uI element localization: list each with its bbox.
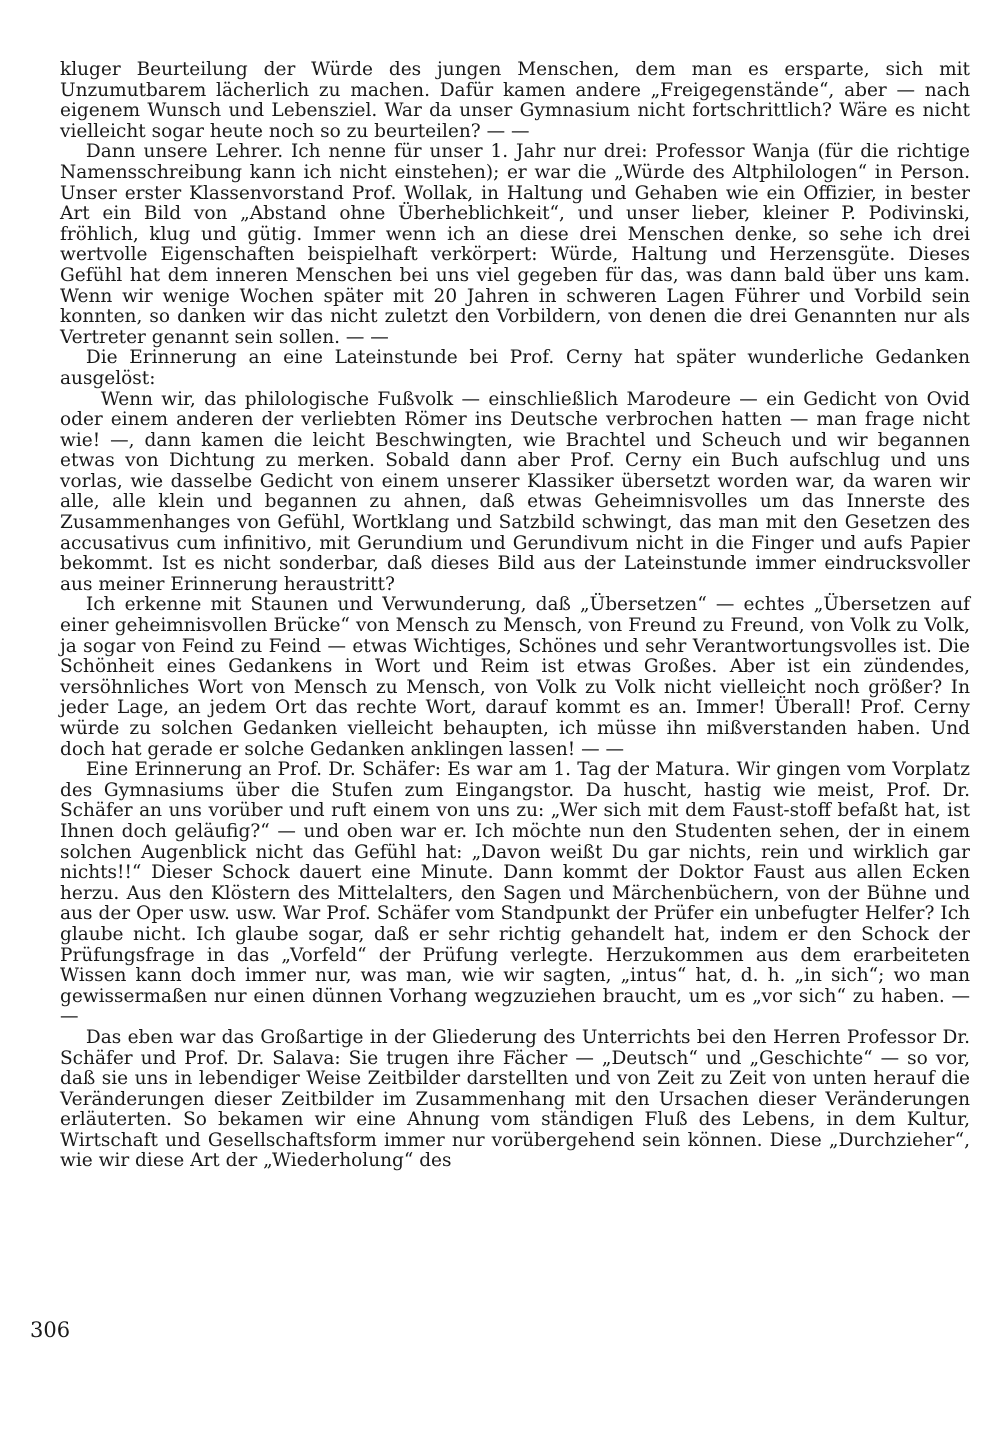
page-body [60, 60, 970, 1172]
paragraph: Dann unsere Lehrer. Ich nenne für unser 1. Jahr nur drei: Professor Wanja (für die richtige Namensschreibung kann ich nicht einstehen); er war die „Würde des Altphilologen“ in Person. Unser erster Klassenvorstand Prof. Wollak, in Haltung und Gehaben wie ein Offizier, in bester Art ein Bild von „Abstand ohne Überheblichkeit“, und unser lieber, kleiner P. Podivinski, fröhlich, klug und gütig. Immer wenn ich an diese drei Menschen denke, so sehe ich drei wertvolle Eigenschaften beispielhaft verkörpert: Würde, Haltung und Herzensgüte. Dieses Gefühl hat dem inneren Menschen bei uns viel gegeben für das, was dann bald über uns kam. Wenn wir wenige Wochen später mit 20 Jahren in schweren Lagen Führer und Vorbild sein konnten, so danken wir das nicht zuletzt den Vorbildern, von denen die drei Genannten nur als Vertreter genannt sein sollen. — — [60, 141, 970, 348]
paragraph: kluger Beurteilung der Würde des jungen Menschen, dem man es ersparte, sich mit Unzumutbarem lächerlich zu machen. Dafür kamen andere „Freigegenstände“, aber — nach eigenem Wunsch und Lebensziel. War da unser Gymnasium nicht fortschrittlich? Wäre es nicht vielleicht sogar heute noch so zu beurteilen? — — [60, 59, 970, 142]
paragraph: Das eben war das Großartige in der Gliederung des Unterrichts bei den Herren Professor Dr. Schäfer und Prof. Dr. Salava: Sie trugen ihre Fächer — „Deutsch“ und „Geschichte“ — so vor, daß sie uns in lebendiger Weise Zeitbilder darstellten und von Zeit zu Zeit von unten herauf die Veränderungen dieser Zeitbilder im Zusammenhang mit den Ursachen dieser Veränderungen erläuterten. So bekamen wir eine Ahnung vom ständigen Fluß des Lebens, in dem Kultur, Wirtschaft und Gesellschaftsform immer nur vorübergehend sein können. Diese „Durchzieher“, wie wir diese Art der „Wiederholung“ des [60, 1026, 970, 1172]
paragraph: Ich erkenne mit Staunen und Verwunderung, daß „Übersetzen“ — echtes „Übersetzen auf einer geheimnisvollen Brücke“ von Mensch zu Mensch, von Freund zu Freund, von Volk zu Volk, ja sogar von Feind zu Feind — etwas Wichtiges, Schönes und sehr Verantwortungsvolles ist. Die Schönheit eines Gedankens in Wort und Reim ist etwas Großes. Aber ist ein zündendes, versöhnliches Wort von Mensch zu Mensch, von Volk zu Volk nicht vielleicht noch größer? In jeder Lage, an jedem Ort das rechte Wort, darauf kommt es an. Immer! Überall! Prof. Cerny würde zu solchen Gedanken vielleicht behaupten, ich müsse ihn mißverstanden haben. Und doch hat gerade er solche Gedanken anklingen lassen! — — [60, 594, 970, 760]
page-number: 306 [30, 1318, 71, 1342]
paragraph: Die Erinnerung an eine Lateinstunde bei Prof. Cerny hat später wunderliche Gedanken ausgelöst: [60, 347, 970, 389]
paragraph: Wenn wir, das philologische Fußvolk — einschließlich Marodeure — ein Gedicht von Ovid oder einem anderen der verliebten Römer ins Deutsche verbrochen hatten — man frage nicht wie! —, dann kamen die leicht Beschwingten, wie Brachtel und Scheuch und wir begannen etwas von Dichtung zu merken. Sobald dann aber Prof. Cerny ein Buch aufschlug und uns vorlas, wie dasselbe Gedicht von einem unserer Klassiker übersetzt worden war, da waren wir alle, alle klein und begannen zu ahnen, daß etwas Geheimnisvolles um das Innerste des Zusammenhanges von Gefühl, Wortklang und Satzbild schwingt, das man mit den Gesetzen des accusativus cum infinitivo, mit Gerundium und Gerundivum nicht in die Finger und aufs Papier bekommt. Ist es nicht sonderbar, daß dieses Bild aus der Lateinstunde immer eindrucksvoller aus meiner Erinnerung heraustritt? [60, 388, 970, 595]
paragraph: Eine Erinnerung an Prof. Dr. Schäfer: Es war am 1. Tag der Matura. Wir gingen vom Vorplatz des Gymnasiums über die Stufen zum Eingangstor. Da huscht, hastig wie meist, Prof. Dr. Schäfer an uns vorüber und ruft einem von uns zu: „Wer sich mit dem Faust-stoff befaßt hat, ist Ihnen doch geläufig?“ — und oben war er. Ich möchte nun den Studenten sehen, der in einem solchen Augenblick nicht das Gefühl hat: „Davon weißt Du gar nichts, rein und wirklich gar nichts!!“ Dieser Schock dauert eine Minute. Dann kommt der Doktor Faust aus allen Ecken herzu. Aus den Klöstern des Mittelalters, den Sagen und Märchenbüchern, von der Bühne und aus der Oper usw. usw. War Prof. Schäfer vom Standpunkt der Prüfer ein unbefugter Helfer? Ich glaube nicht. Ich glaube sogar, daß er sehr richtig gehandelt hat, indem er den Schock der Prüfungsfrage in das „Vorfeld“ der Prüfung verlegte. Herzukommen aus dem erarbeiteten Wissen kann doch immer nur, was man, wie wir sagten, „intus“ hat, d. h. „in sich“; wo man gewissermaßen nur einen dünnen Vorhang wegzuziehen braucht, um es „vor sich“ zu haben. — — [60, 759, 970, 1028]
